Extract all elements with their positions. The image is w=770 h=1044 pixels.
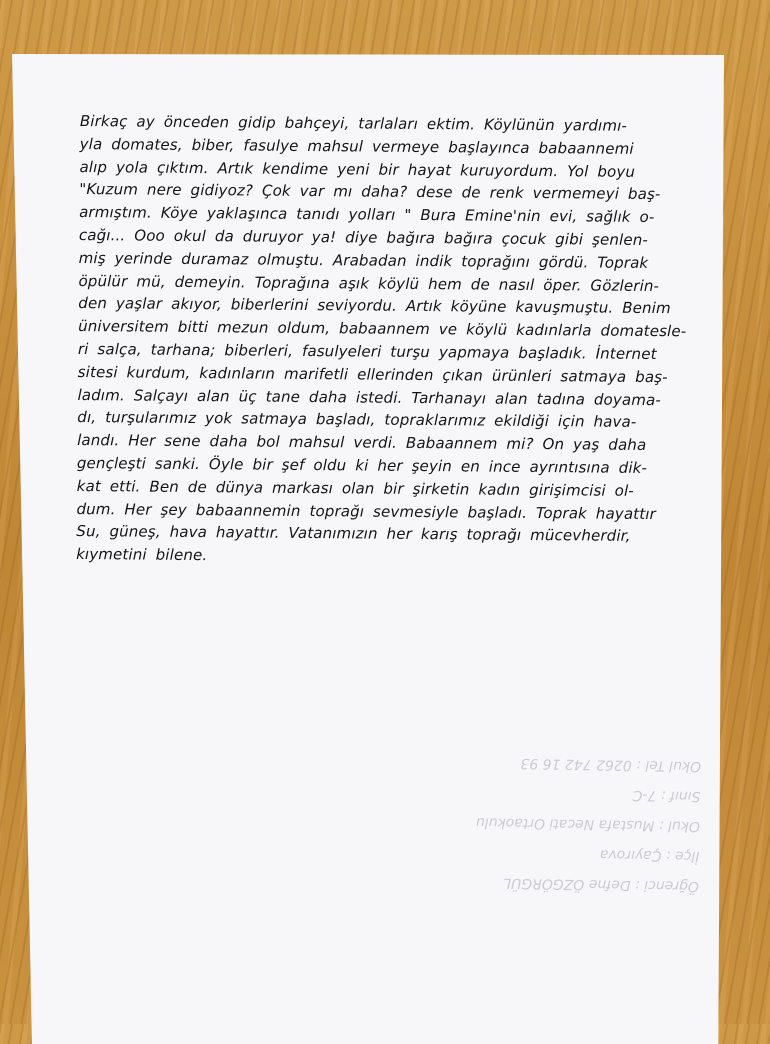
show-through-line: İlçe : Çayırova	[599, 846, 700, 865]
essay-line: dum. Her şey babaannemin toprağı sevmesiyle başladı. Toprak hayattır	[76, 499, 656, 523]
essay-line: öpülür mü, demeyin. Toprağına aşık köylü hem de nasıl öper. Gözlerin-	[78, 271, 660, 295]
essay-line: armıştım. Köye yaklaşınca tanıdı yolları " Bura Emine'nin evi, sağlık o-	[79, 203, 655, 227]
essay-line: landı. Her sene daha bol mahsul verdi. Babaannem mi? On yaş daha	[77, 431, 647, 455]
show-through-line: Okul : Mustafa Necati Ortaokulu	[475, 814, 701, 835]
show-through-line: Sınıf : 7-C	[632, 786, 701, 805]
essay-line: cağı... Ooo okul da duruyor ya! diye bağıra bağıra çocuk gibi şenlen-	[78, 225, 649, 249]
essay-line: üniversitem bitti mezun oldum, babaannem ve köylü kadınlarla domatesle-	[78, 317, 687, 341]
essay-line: kat etti. Ben de dünya markası olan bir şirketin kadın girişimcisi ol-	[76, 476, 634, 500]
essay-line: gençleşti sanki. Öyle bir şef oldu ki her şeyin en ince ayrıntısına dik-	[76, 453, 648, 477]
essay-line: Su, güneş, hava hayattır. Vatanımızın her karış toprağı mücevherdir,	[76, 522, 631, 546]
essay-line: alıp yola çıktım. Artık kendime yeni bir hayat kuruyordum. Yol boyu	[79, 157, 636, 181]
handwritten-essay	[76, 110, 712, 571]
essay-line: miş yerinde duramaz olmuştu. Arabadan indik toprağını gördü. Toprak	[78, 248, 649, 272]
essay-line: dı, turşularımız yok satmaya başladı, topraklarımız ekildiği için hava-	[77, 408, 637, 432]
essay-line: sitesi kurdum, kadınların marifetli ellerinden çıkan ürünleri satmaya baş-	[77, 362, 668, 386]
show-through-line: Öğrenci : Defne ÖZGÖRGÜL	[503, 874, 700, 895]
essay-line: kıymetini bilene.	[76, 545, 208, 565]
essay-line: ladım. Salçayı alan üç tane daha istedi. Tarhanayı alan tadına doyama-	[77, 385, 662, 409]
essay-line: yla domates, biber, fasulye mahsul vermeye başlayınca babaannemi	[79, 134, 634, 158]
show-through-text	[339, 745, 702, 901]
essay-line: "Kuzum nere gidiyoz? Çok var mı daha? dese de renk vermemeyi baş-	[79, 180, 661, 204]
essay-line: den yaşlar akıyor, biberlerini seviyordu. Artık köyüne kavuşmuştu. Benim	[78, 294, 671, 318]
show-through-line: Okul Tel : 0262 742 16 93	[520, 754, 702, 775]
essay-line: Birkaç ay önceden gidip bahçeyi, tarlaları ektim. Köylünün yardımı-	[79, 111, 628, 135]
essay-line: ri salça, tarhana; biberleri, fasulyeleri turşu yapmaya başladık. İnternet	[77, 339, 657, 364]
